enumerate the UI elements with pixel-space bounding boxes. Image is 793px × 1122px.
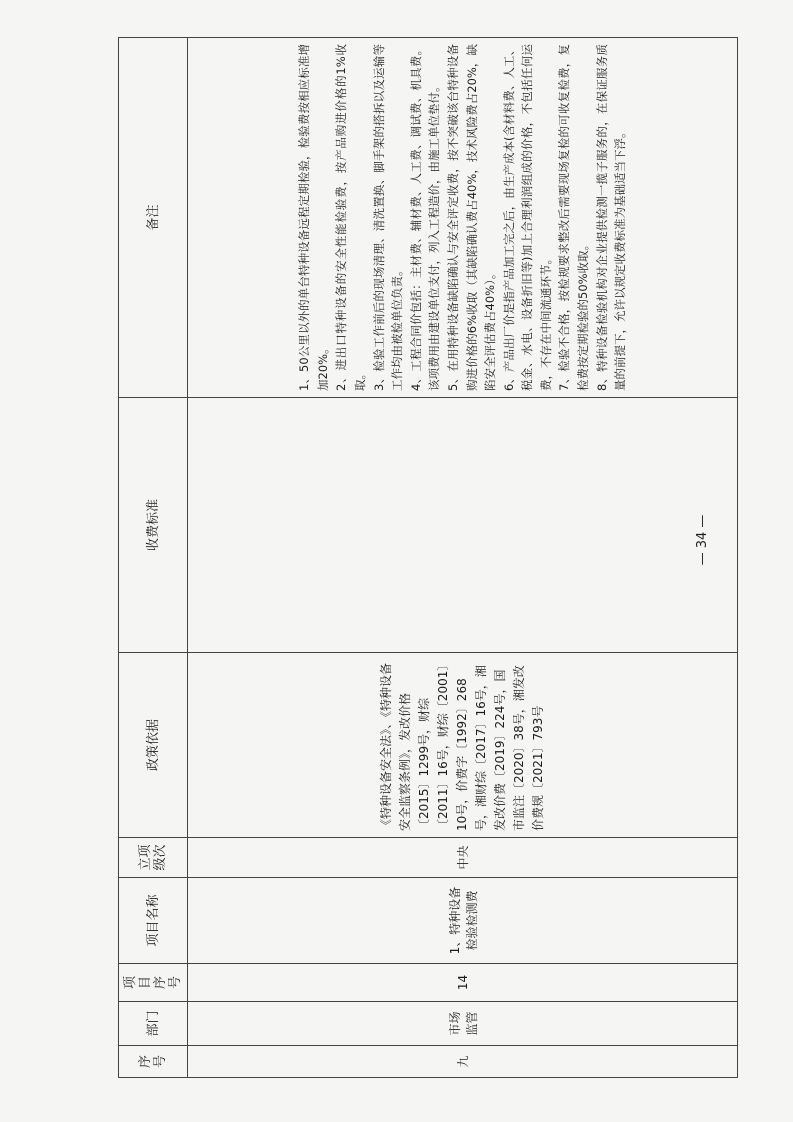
cell-policy-basis: 《特种设备安全法》、《特种设备安全监察条例》，发改价格〔2015〕1299号，财综〔2011〕16号，财综〔2001〕10号，价费字〔1992〕268号，湘财综〔2017〕16号，湘发改价费〔2019〕224号，国市监注〔2020〕38号，湘发改价费规〔2021〕793号 [188,653,738,838]
header-item-name: 项目名称 [119,878,188,964]
header-dept: 部门 [119,1002,188,1046]
header-item-seq: 项目序号 [119,964,188,1002]
header-level: 立项级次 [119,838,188,878]
header-notes: 备注 [119,38,188,398]
page-number: — 34 — [695,514,710,566]
rotated-table-wrapper [118,38,738,1078]
header-row [119,38,188,1078]
cell-level: 中央 [188,838,738,878]
note-item: 4、工程合同价包括：主材费、辅材费、人工费、调试费、机具费。该项费用由建设单位支付，列入工程造价，由施工单位垫付。 [408,44,442,391]
cell-dept: 市场监管 [188,1002,738,1046]
note-item: 7、检验不合格，按检规要求整改后需要现场复检的可收复检费，复检费按定期检验的50%收取。 [557,44,591,391]
fee-table [118,37,738,1078]
cell-fee-standard [188,398,738,653]
cell-seq: 九 [188,1046,738,1078]
table-row [188,38,738,1078]
note-item: 2、进出口特种设备的安全性能检验费，按产品购进价格的1%收取。 [334,44,367,391]
cell-notes [188,38,738,398]
cell-item-name: 1、特种设备检验检测费 [188,878,738,964]
cell-item-seq: 14 [188,964,738,1002]
note-item: 1、50公里以外的单台特种设备远程定期检验，检验费按相应标准增加20%。 [297,44,330,391]
header-standard: 收费标准 [119,398,188,653]
note-item: 8、特种设备检验机构对企业提供检测一揽子服务的，在保证服务质量的前提下，允许以规定收费标准为基础适当下浮。 [594,44,628,391]
header-seq: 序号 [119,1046,188,1078]
note-item: 3、检验工作前后的现场清理、清洗置换、脚手架的搭拆以及运输等工作均由被检单位负责。 [371,44,405,391]
header-basis: 政策依据 [119,653,188,838]
note-item: 5、在用特种设备缺陷确认与安全评定收费，按不突破该台特种设备购进价格的6%收取（其缺陷确认费占40%，技术风险费占20%，缺陷安全评估费占40%）。 [445,44,498,391]
note-item: 6、产品出厂价是指产品加工完之后，由生产成本(含材料费、人工、税金、水电、设备折旧等)加上合理利润组成的价格，不包括任何运费，不存在中间流通环节。 [501,44,553,391]
